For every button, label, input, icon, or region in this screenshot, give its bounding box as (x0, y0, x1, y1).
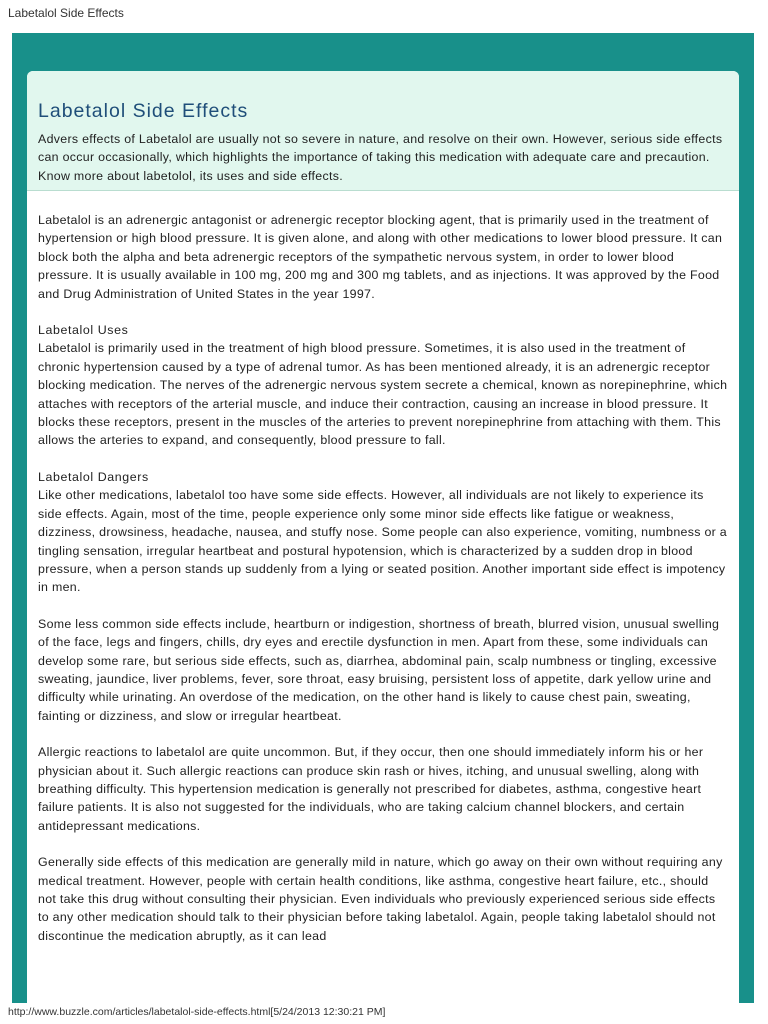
paragraph-uses: Labetalol is primarily used in the treatment of high blood pressure. Sometimes, it is also used in the treatment of chronic hypertension caused by a type of adrenal tumor. As has been mentioned already, it is an adrenergic receptor blocking medication. The nerves of the adrenergic nervous system secrete a chemical, known as norepinephrine, which attaches with receptors of the arterial muscle, and induce their contraction, causing an increase in blood pressure. It blocks these receptors, present in the muscles of the arteries to prevent norepinephrine from attaching with them. This allows the arteries to expand, and consequently, blood pressure to fall. (38, 341, 728, 448)
article-body (27, 191, 739, 945)
paragraph-overview: Labetalol is an adrenergic antagonist or adrenergic receptor blocking agent, that is primarily used in the treatment of hypertension or high blood pressure. It is given alone, and along with other medications to lower blood pressure. It can block both the alpha and beta adrenergic receptors of the sympathetic nervous system, in order to lower blood pressure. It is usually available in 100 mg, 200 mg and 300 mg tablets, and as injections. It was approved by the Food and Drug Administration of United States in the year 1997. (38, 213, 723, 301)
page-title: Labetalol Side Effects (38, 100, 249, 122)
print-header: Labetalol Side Effects (8, 6, 124, 20)
page-frame (12, 33, 754, 1003)
heading-uses: Labetalol Uses (38, 323, 129, 338)
paragraph-allergic: Allergic reactions to labetalol are quite uncommon. But, if they occur, then one should immediately inform his or her physician about it. Such allergic reactions can produce skin rash or hives, itching, and unusual swelling, along with breathing difficulty. This hypertension medication is generally not prescribed for diabetes, asthma, congestive heart failure patients. It is also not suggested for the individuals, who are taking calcium channel blockers, and certain antidepressant medications. (38, 745, 704, 833)
intro-box (27, 71, 739, 191)
print-footer-url: http://www.buzzle.com/articles/labetalol-side-effects.html[5/24/2013 12:30:21 PM] (8, 1006, 386, 1018)
article-card (27, 71, 739, 1003)
paragraph-less-common: Some less common side effects include, heartburn or indigestion, shortness of breath, blurred vision, unusual swelling of the face, legs and fingers, chills, dry eyes and erectile dysfunction in men. Apart from these, some individuals can develop some rare, but serious side effects, such as, diarrhea, abdominal pain, scalp numbness or tingling, excessive sweating, jaundice, liver problems, fever, sore throat, easy bruising, persistent loss of appetite, dark yellow urine and difficulty while urinating. An overdose of the medication, on the other hand is likely to cause chest pain, sweating, fainting or dizziness, and slow or irregular heartbeat. (38, 616, 720, 723)
heading-dangers: Labetalol Dangers (38, 469, 149, 484)
intro-text: Advers effects of Labetalol are usually not so severe in nature, and resolve on their own. However, serious side effects can occur occasionally, which highlights the importance of taking this medication with adequate care and precaution. Know more about labetolol, its uses and side effects. (38, 132, 723, 183)
paragraph-dangers: Like other medications, labetalol too have some side effects. However, all individuals are not likely to experience its side effects. Again, most of the time, people experience only some minor side effects like fatigue or weakness, dizziness, drowsiness, headache, nausea, and stuffy nose. Some people can also experience, vomiting, numbness or a tingling sensation, irregular heartbeat and postural hypotension, which is characterized by a sudden drop in blood pressure, when a person stands up suddenly from a lying or seated position. Another important side effect is impotency in men. (38, 488, 727, 595)
paragraph-general: Generally side effects of this medication are generally mild in nature, which go away on their own without requiring any medical treatment. However, people with certain health conditions, like asthma, congestive heart failure, etc., should not take this drug without consulting their physician. Even individuals who previously experienced serious side effects to any other medication should talk to their physician before taking labetalol. Again, people taking labetalol should not discontinue the medication abruptly, as it can lead (38, 855, 723, 943)
